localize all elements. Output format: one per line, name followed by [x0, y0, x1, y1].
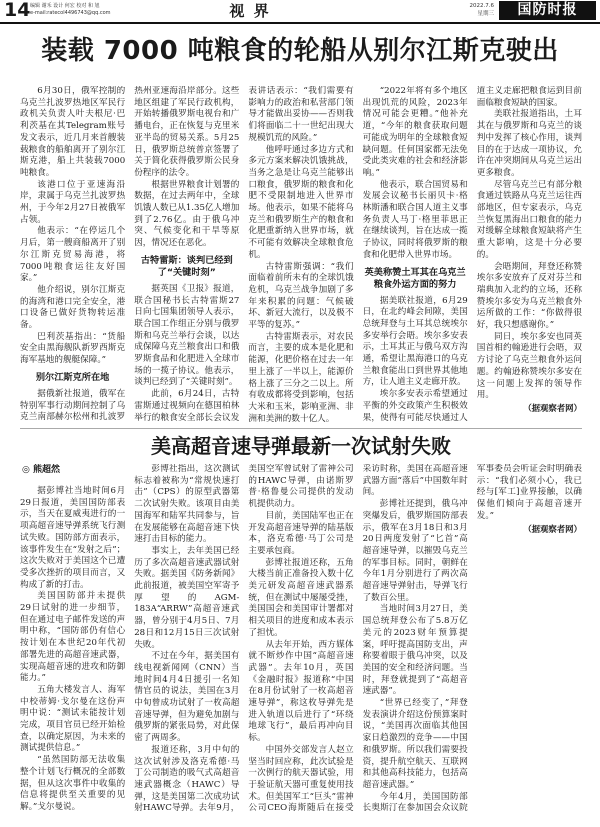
article-paragraph: 他表示：“在停运几个月后，第一艘商船离开了别尔江斯克贸易海港，将7000吨粮食运往友好国家。” — [20, 226, 126, 284]
weekday-text: 星期三 — [477, 10, 494, 17]
article-paragraph: 据美联社报道，6月29日，在北约峰会间隙，美国总统拜登与土耳其总统埃尔多安举行会晤。埃尔多安表示，土耳其正与俄乌双方沟通，希望让黑海港口的乌克兰粮食能出口到世界其他地方，让人道主义走廊开放。 — [362, 295, 468, 388]
article1-headline: 装载 7000 吨粮食的轮船从别尔江斯克驶出 — [41, 36, 559, 66]
contact-email: e-mail:ratecol4496743@qq.com — [30, 10, 111, 16]
editor-line: 编辑 谢禾 设计 何宏 校对 和 旭 — [30, 3, 100, 9]
article-paragraph: 会晤期间，拜登还称赞埃尔多安放弃了反对芬兰和瑞典加入北约的立场，还称赞埃尔多安为乌克兰粮食外运所做的工作：“你做得很好，我只想感谢你。” — [476, 261, 582, 331]
article-paragraph: 不过在今年，据美国有线电视新闻网（CNN）当地时间4月4日援引一名知情官员的说法，美国在3月中旬曾成功试射了一枚高超音速导弹，但为避免加剧与俄罗斯的紧张局势，对此保密了两周多。 — [134, 651, 240, 744]
article2-headline: 美高超音速导弹最新一次试射失败 — [151, 434, 451, 458]
article-paragraph: 他呼吁通过多边方式和多元方案来解决饥饿挑战，当务之急是让乌克兰能够出口粮食，俄罗斯的粮食和化肥不受限制地进入世界市场。他表示，如果不能将乌克兰和俄罗斯生产的粮食和化肥重新纳入世界市场，就不可能有效解决全球粮食危机。 — [248, 144, 354, 260]
article-subheading: 别尔江斯克所在地 — [35, 371, 110, 383]
section-title: 视 界 — [229, 2, 271, 20]
editor-credits — [30, 3, 111, 17]
article-paragraph: 彭博社还提到，俄乌冲突爆发后，俄罗斯国防部表示，俄军在3月18日和3月20日两度发射了“匕首”高超音速导弹，以摧毁乌克兰的军事目标。同时，朝鲜在今年1月分别进行了两次高超音速导弹射击，导弹飞行了数百公里。 — [362, 499, 468, 603]
article-paragraph: “2022年将有多个地区出现饥荒的风险，2023年情况可能会更糟。”他补充道，“今年的粮食获取问题可能成为明年的全球粮食短缺问题。任何国家都无法免受此类灾难的社会和经济影响。” — [362, 86, 468, 178]
article-paragraph: 此前，6月24日，古特雷斯通过视频向在德国柏林举行的粮食安全部长会议发表讲话表示：“我们需要有影响力的政治和私营部门领导才能做出妥协——否则我们将面临二十一世纪出现大规模饥荒的风险。” — [134, 86, 354, 423]
article-paragraph: 根据世界粮食计划署的数据，在过去两年中，全球饥饿人数已从1.35亿人增加到了2.76亿。由于俄乌冲突、气候变化和干旱等原因，情况还在恶化。 — [134, 179, 240, 249]
article-paragraph: “世界已经变了，”拜登发表演讲介绍这份预算案时说，“美国再次面临其他国家日趋激烈的竞争——中国和俄罗斯。所以我们需要投资，提升航空航天、互联网和其他高科技能力，包括高超音速武器。” — [362, 698, 468, 790]
article-paragraph: 同日，埃尔多安也同英国首相约翰逊进行会晤，双方讨论了乌克兰粮食外运问题。约翰逊称赞埃尔多安在这一问题上发挥的领导作用。 — [476, 331, 582, 401]
article-source: （据观察者网） — [523, 402, 582, 413]
article-paragraph: 古特雷斯强调：“我们面临着前所未有的全球饥饿危机，乌克兰战争加剧了多年来积累的问题：气候破坏、新冠大流行，以及极不平等的复苏。” — [248, 261, 354, 331]
article-paragraph: 6月30日，俄军控制的乌克兰扎波罗热地区军民行政机关负责人叶夫根尼·巴利茨基在其Telegram账号发文表示，近几月来首艘装载粮食的船舶离开了别尔江斯克港，船上共装载7000吨粮食。 — [20, 86, 126, 178]
article-paragraph: 彭博社指出，这次测试标志着被称为“常规快速打击”（CPS）的原型武器第二次试射失败。该项目由美国海军和陆军共同参与，旨在发展能够在高超音速下快速打击目标的能力。 — [134, 464, 240, 545]
article-paragraph: 美国国防部并未提供29日试射的进一步细节，但在通过电子邮件发送的声明中称，“国防部仍有信心按计划在本世纪20年代初部署先进的高超音速武器，实现高超音速的进攻和防御能力。” — [20, 591, 126, 684]
issue-date — [456, 3, 494, 18]
article-paragraph: 据彭博社当地时间6月29日报道，美国国防部表示，当天在夏威夷进行的一项高超音速导弹系统飞行测试失败。国防部方面表示，该事件发生在“发射之后”；这次失败对于美国这个已遭受多次挫折的项目而言，又构成了新的打击。 — [20, 486, 126, 590]
article1-body — [20, 86, 582, 426]
article-source: （据观察者网） — [523, 523, 582, 534]
article-subheading: 英美称赞土耳其在乌克兰粮食外运方面的努力 — [364, 266, 466, 290]
article-paragraph: 报道还称，3月中旬的这次试射涉及洛克希德·马丁公司制造的吸气式高超音速武器概念（HAWC）导弹，这是美国第二次成功试射HAWC导弹。去年9月，美国空军曾试射了雷神公司的HAWC导弹，由诺斯罗普·格鲁曼公司提供的发动机提供动力。 — [134, 464, 354, 814]
article-paragraph: 美联社报道指出，土耳其在与俄罗斯和乌克兰的谈判中发挥了核心作用，谈判目的在于达成一项协议，允许在冲突期间从乌克兰运出更多粮食。 — [476, 109, 582, 178]
article-paragraph: 中国外交部发言人赵立坚当时回应称，此次试验是一次例行的航天器试验，用于验证航天器可重复使用技术。但美国军工“巨头”雷神公司CEO海斯随后在接受采访时称，美国在高超音速武器方面“落后”中国数年时间。 — [248, 464, 468, 814]
article-paragraph: 目前，美国陆军也正在开发高超音速导弹的陆基版本，洛克希德·马丁公司是主要承包商。 — [248, 510, 354, 556]
article-paragraph: 他介绍说，别尔江斯克的海湾和港口完全安全，港口设备已做好货物转运准备。 — [20, 284, 126, 331]
article-divider — [20, 428, 582, 429]
article-subheading: 古特雷斯：谈判已经到了“关键时刻” — [140, 254, 233, 278]
article-paragraph: “虽然国防部无法收集整个计划飞行概况的全部数据，但从这次事件中收集的信息将提供至关重要的见解。”戈尔曼说。 — [20, 755, 126, 812]
article-paragraph: 据英国《卫报》报道，联合国秘书长古特雷斯27日向七国集团领导人表示，联合国工作组正分别与俄罗斯和乌克兰举行会谈，以达成保障乌克兰粮食出口和俄罗斯食品和化肥进入全球市场的一揽子协议。他表示，谈判已经到了“关键时刻”。 — [134, 283, 240, 388]
article-paragraph: 五角大楼发言人、海军中校蒂姆·戈尔曼在这份声明中说：“测试未能按计划完成，项目官员已经开始检查，以确定原因，为未来的测试提供信息。” — [20, 684, 126, 754]
article-paragraph: 该港口位于亚速海沿岸，隶属于乌克兰扎波罗热州，于今年2月27日被俄军占领。 — [20, 179, 126, 225]
page-header — [0, 0, 600, 24]
article-paragraph: 尽管乌克兰已有部分粮食通过铁路从乌克兰运往西部地区，但专家表示，乌克兰恢复黑海出口粮食的能力对缓解全球粮食短缺将产生重大影响，这是十分必要的。 — [476, 179, 582, 260]
article-paragraph: 据俄新社报道，俄军在特别军事行动期间控制了乌克兰南部赫尔松州和扎波罗热州亚速海沿岸部分。这些地区组建了军民行政机构，开始转播俄罗斯电视台和广播电台，正在恢复与克里米亚半岛的贸易关系。5月25日，俄罗斯总统普京签署了关于简化获得俄罗斯公民身份程序的法令。 — [20, 86, 240, 423]
article-paragraph: 事实上，去年美国已经历了多次高超音速武器试射失败。据美国《防务新闻》此前报道，被美国空军寄予厚望的AGM-183A“ARRW”高超音速武器，曾分别于4月5日、7月28日和12月15日三次试射失败。 — [134, 545, 240, 650]
article-paragraph: 今年4月，美国国防部长奥斯汀在参加国会众议院军事委员会听证会时明确表示：“我们必须小心，我已经与[军工]业界接触，以确保他们倾向于高超音速开发。” — [362, 464, 582, 814]
article-byline: ◎ 熊超然 — [22, 465, 60, 475]
article2-body — [20, 464, 582, 822]
article-paragraph: 古特雷斯表示，对农民而言，主要的成本是化肥和能源，化肥价格在过去一年里上涨了一半以上，能源价格上涨了三分之二以上。所有收成都将受到影响，包括大米和玉米，影响亚洲、非洲和美洲的数十亿人。 — [248, 331, 354, 424]
article-paragraph: 从去年开始，西方媒体就不断炒作中国“高超音速武器”。去年10月，英国《金融时报》报道称“中国在8月份试射了一枚高超音速导弹”，称这枚导弹先是进入轨道以后进行了“环绕地球飞行”，最后再冲向目标。 — [248, 639, 354, 744]
article-paragraph: 当地时间3月27日，美国总统拜登公布了5.8万亿美元的2023财年预算提案，呼吁提高国防支出，声称要着眼于俄乌冲突，以及美国的安全和经济问题。当时，拜登就提到了“高超音速武器”。 — [362, 604, 468, 697]
article-paragraph: 彭博社报道还称，五角大楼当前正准备投入数十亿美元研发高超音速武器系统，但在测试中屡屡受挫，美国国会和美国审计署都对相关项目的进度和成本表示了担忧。 — [248, 557, 354, 638]
date-text: 2022.7.6 — [469, 3, 494, 9]
article-paragraph: 埃尔多安表示希望通过平衡的外交政策产生积极效果，使得有可能尽快通过人道主义走廊把粮食运到目前面临粮食短缺的国家。 — [362, 86, 582, 423]
article-paragraph: 巴利茨基指出：“货船安全由黑海舰队新罗西斯克海军基地的舰艇保障。” — [20, 331, 126, 366]
article-paragraph: 他表示，联合国贸易和发展会议秘书长丽贝卡·格林斯潘和联合国人道主义事务负责人马丁·格里菲思正在继续谈判，旨在达成一揽子协议，同时将俄罗斯的粮食和化肥带入世界市场。 — [362, 179, 468, 260]
page-number: 14 — [4, 0, 31, 21]
newspaper-logo: 国防时报 — [499, 1, 596, 20]
